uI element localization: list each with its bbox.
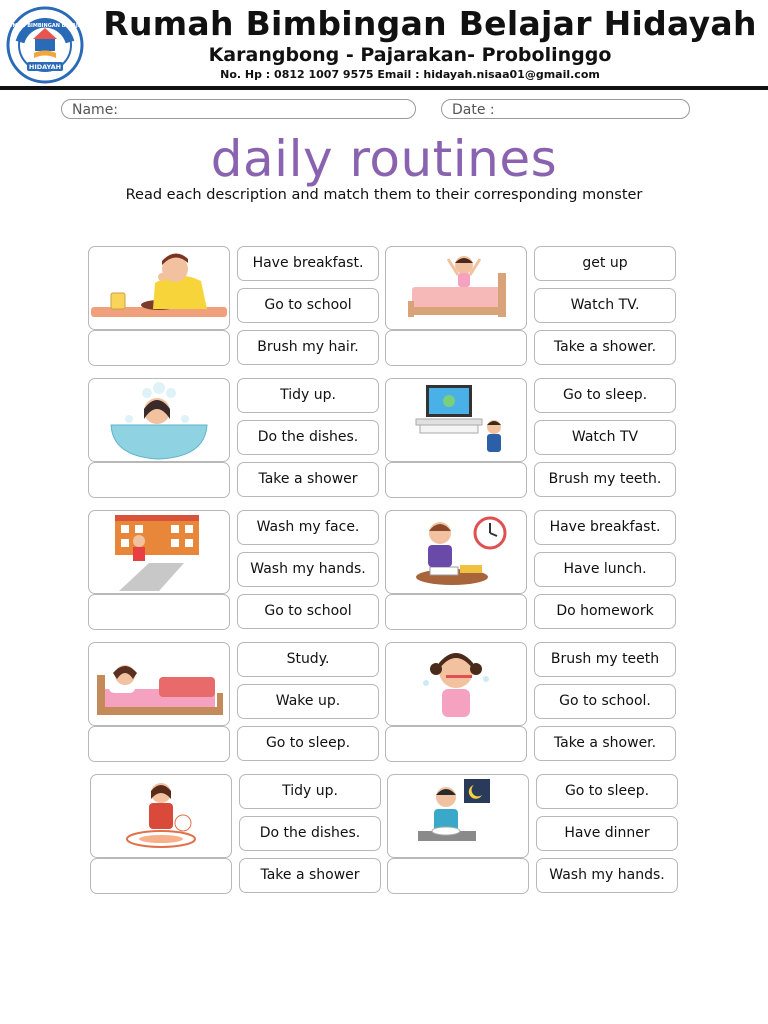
option-box[interactable]: Take a shower. xyxy=(534,726,676,761)
option-box[interactable]: Brush my teeth. xyxy=(534,462,676,497)
name-label: Name: xyxy=(72,102,119,118)
option-box[interactable]: Take a shower xyxy=(239,858,381,893)
option-box[interactable]: Have dinner xyxy=(536,816,678,851)
option-box[interactable]: Study. xyxy=(237,642,379,677)
answer-box[interactable] xyxy=(88,594,230,630)
option-box[interactable]: Go to school. xyxy=(534,684,676,719)
boy-going-to-school-icon xyxy=(88,510,230,594)
answer-box[interactable] xyxy=(90,858,232,894)
school-logo xyxy=(6,6,84,84)
answer-box[interactable] xyxy=(88,726,230,762)
option-box[interactable]: Watch TV xyxy=(534,420,676,455)
option-box[interactable]: Do the dishes. xyxy=(239,816,381,851)
answer-box[interactable] xyxy=(385,462,527,498)
option-box[interactable]: Brush my hair. xyxy=(237,330,379,365)
girl-waking-up-icon xyxy=(385,246,527,330)
date-label: Date : xyxy=(452,102,495,118)
option-box[interactable]: Do homework xyxy=(534,594,676,629)
page-title: daily routines xyxy=(210,130,558,188)
girl-brushing-teeth-icon xyxy=(385,642,527,726)
school-contact: No. Hp : 0812 1007 9575 Email : hidayah.nisaa01@gmail.com xyxy=(220,68,600,81)
option-box[interactable]: Take a shower xyxy=(237,462,379,497)
answer-box[interactable] xyxy=(88,462,230,498)
school-name: Rumah Bimbingan Belajar Hidayah xyxy=(103,4,757,43)
boy-doing-homework-icon xyxy=(385,510,527,594)
girl-sleeping-icon xyxy=(88,642,230,726)
boy-having-dinner-icon xyxy=(387,774,529,858)
option-box[interactable]: Go to school xyxy=(237,288,379,323)
option-box[interactable]: Tidy up. xyxy=(237,378,379,413)
answer-box[interactable] xyxy=(88,330,230,366)
option-box[interactable]: Have lunch. xyxy=(534,552,676,587)
option-box[interactable]: Tidy up. xyxy=(239,774,381,809)
option-box[interactable]: Go to sleep. xyxy=(237,726,379,761)
option-box[interactable]: Go to school xyxy=(237,594,379,629)
option-box[interactable]: Go to sleep. xyxy=(534,378,676,413)
option-box[interactable]: Wake up. xyxy=(237,684,379,719)
girl-washing-dishes-icon xyxy=(90,774,232,858)
school-address: Karangbong - Pajarakan- Probolinggo xyxy=(208,44,612,66)
option-box[interactable]: Wash my face. xyxy=(237,510,379,545)
boy-watching-tv-icon xyxy=(385,378,527,462)
option-box[interactable]: Take a shower. xyxy=(534,330,676,365)
answer-box[interactable] xyxy=(385,594,527,630)
name-field[interactable] xyxy=(61,99,416,119)
logo-banner-text: HIDAYAH xyxy=(28,63,62,71)
option-box[interactable]: get up xyxy=(534,246,676,281)
boy-eating-breakfast-icon xyxy=(88,246,230,330)
answer-box[interactable] xyxy=(387,858,529,894)
option-box[interactable]: Have breakfast. xyxy=(237,246,379,281)
girl-bathing-icon xyxy=(88,378,230,462)
option-box[interactable]: Watch TV. xyxy=(534,288,676,323)
answer-box[interactable] xyxy=(385,726,527,762)
header-divider xyxy=(0,86,768,90)
option-box[interactable]: Wash my hands. xyxy=(237,552,379,587)
date-field[interactable] xyxy=(441,99,690,119)
instructions: Read each description and match them to their corresponding monster xyxy=(125,187,643,203)
answer-box[interactable] xyxy=(385,330,527,366)
option-box[interactable]: Do the dishes. xyxy=(237,420,379,455)
option-box[interactable]: Have breakfast. xyxy=(534,510,676,545)
option-box[interactable]: Go to sleep. xyxy=(536,774,678,809)
option-box[interactable]: Wash my hands. xyxy=(536,858,678,893)
logo-ring-text: RUMAH BIMBINGAN BELAJAR xyxy=(6,23,84,29)
option-box[interactable]: Brush my teeth xyxy=(534,642,676,677)
